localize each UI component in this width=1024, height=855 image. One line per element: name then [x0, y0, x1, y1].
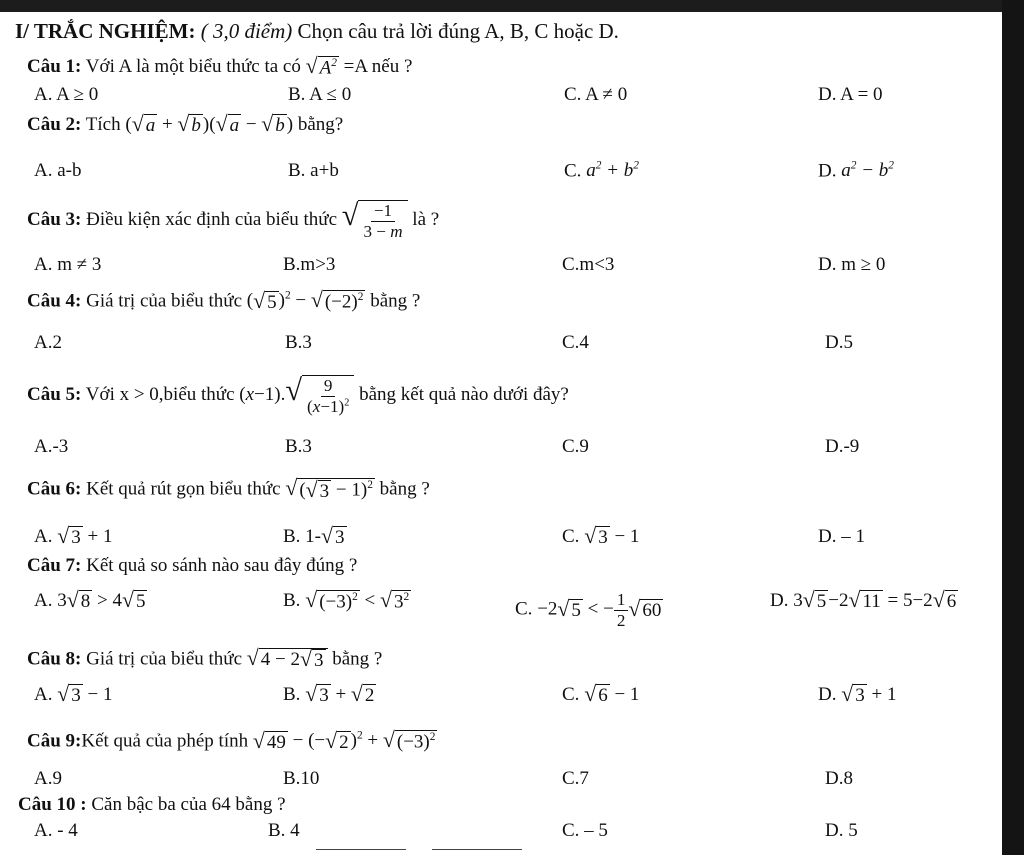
option-3a: A. m ≠ 3	[34, 254, 102, 275]
option-6b: B. 1- √ 3	[283, 524, 345, 549]
option-5d: D.-9	[825, 436, 860, 457]
option-9b: B.10	[283, 768, 320, 789]
option-10d: D. 5	[825, 820, 858, 841]
question-1: Câu 1: Với A là một biểu thức ta có √ $A^2$ =A nếu ?	[27, 54, 413, 79]
option-6a: A. √ 3 + 1	[34, 524, 113, 549]
math-expr: ( √ a + √ b )( √ a − √ b )	[125, 112, 294, 137]
option-1b: B. A ≤ 0	[288, 84, 352, 105]
option-3c: C.m<3	[562, 254, 615, 275]
math-expr: √ 4 − 2 √ 3	[247, 648, 328, 672]
option-3b: B.m>3	[283, 254, 336, 275]
option-1a: A. A ≥ 0	[34, 84, 99, 105]
option-10a: A. - 4	[34, 820, 78, 841]
question-10: Câu 10 : Căn bậc ba của 64 bằng ?	[18, 794, 286, 815]
option-7a: A. 3 √ 8 > 4 √ 5	[34, 588, 146, 613]
cutoff-line	[432, 849, 522, 850]
option-1d: D. A = 0	[818, 84, 883, 105]
option-2b: B. a+b	[288, 160, 339, 181]
right-dark-edge	[1002, 0, 1024, 855]
question-8: Câu 8: Giá trị của biểu thức √ 4 − 2 √ 3 bằng ?	[27, 646, 383, 672]
option-4b: B.3	[285, 332, 312, 353]
option-9c: C.7	[562, 768, 589, 789]
math-expr: √ $A^2$	[305, 54, 337, 79]
question-9: Câu 9:Kết quả của phép tính √ 49 − (− √ 2 )$^2$ + √ $(-3)^2$	[27, 728, 436, 753]
question-2: Câu 2: Tích ( √ a + √ b )( √ a − √ b ) bằng?	[27, 112, 344, 137]
top-dark-bar	[0, 0, 1024, 12]
option-5b: B.3	[285, 436, 312, 457]
option-5c: C.9	[562, 436, 589, 457]
option-4c: C.4	[562, 332, 589, 353]
option-5a: A.-3	[34, 436, 69, 457]
option-3d: D. m ≥ 0	[818, 254, 886, 275]
cutoff-line	[316, 849, 406, 850]
option-7c: C. −2 √ 5 < − $\frac{1}{2}$ √ 60	[515, 590, 662, 630]
option-2d: D. $a^2 - b^2$	[818, 160, 894, 182]
option-1c: C. A ≠ 0	[564, 84, 628, 105]
option-2c: C. $a^2 + b^2$	[564, 160, 639, 182]
option-7b: B. √ $(-3)^2$ < √ $3^2$	[283, 588, 410, 613]
math-expr: √ ( √ 3 − 1)$^2$	[285, 476, 373, 502]
option-2a: A. a-b	[34, 160, 82, 181]
option-8a: A. √ 3 − 1	[34, 682, 113, 707]
math-expr: (x−1). √ $\frac{9}{(x-1)^2}$	[239, 384, 354, 405]
section-title: I/ TRẮC NGHIỆM: ( 3,0 điểm) Chọn câu trả lời đúng A, B, C hoặc D.	[15, 19, 619, 43]
question-6: Câu 6: Kết quả rút gọn biểu thức √ ( √ 3 − 1)$^2$ bằng ?	[27, 476, 430, 502]
option-9a: A.9	[34, 768, 62, 789]
option-10c: C. – 5	[562, 820, 608, 841]
math-expr: ( √ 5 )$^2$ − √ $(-2)^2$	[246, 288, 364, 313]
option-4d: D.5	[825, 332, 853, 353]
question-4: Câu 4: Giá trị của biểu thức ( √ 5 )$^2$ − √ $(-2)^2$ bằng ?	[27, 288, 421, 313]
option-8c: C. √ 6 − 1	[562, 682, 640, 707]
option-10b: B. 4	[268, 820, 300, 841]
option-9d: D.8	[825, 768, 853, 789]
option-4a: A.2	[34, 332, 62, 353]
option-7d: D. 3 √ 5 −2 √ 11 = 5−2 √ 6	[770, 588, 957, 613]
option-8b: B. √ 3 + √ 2	[283, 682, 375, 707]
option-8d: D. √ 3 + 1	[818, 682, 897, 707]
question-7: Câu 7: Kết quả so sánh nào sau đây đúng ?	[27, 555, 358, 576]
option-6c: C. √ 3 − 1	[562, 524, 640, 549]
math-expr: √ 49 − (− √ 2 )$^2$ + √ $(-3)^2$	[252, 728, 436, 753]
math-expr: √ $\frac{-1}{3 - m}$	[342, 200, 408, 241]
question-3: Câu 3: Điều kiện xác định của biểu thức √ $\frac{-1}{3 - m}$ là ?	[27, 198, 440, 241]
question-5: Câu 5: Với x > 0,biểu thức (x−1). √ $\frac{9}{(x-1)^2}$ bằng kết quả nào dưới đây?	[27, 373, 569, 416]
option-6d: D. – 1	[818, 526, 865, 547]
